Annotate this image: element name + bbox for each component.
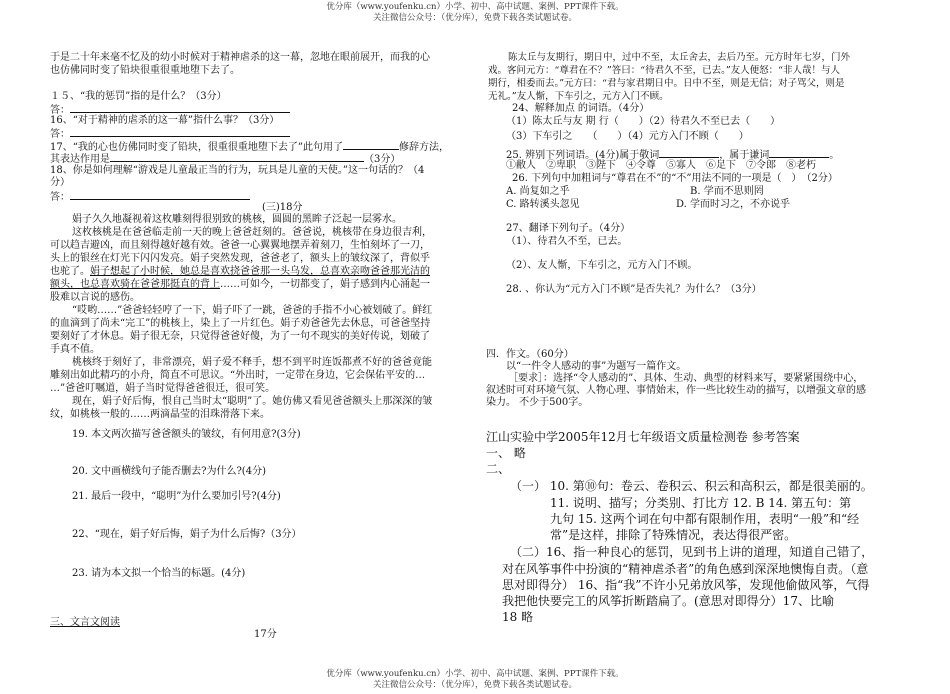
intro-line-2: 也仿佛同时变了铅块很重很重地堕下去了。 (50, 65, 240, 76)
answer-label: 答： (50, 129, 70, 140)
header-line-2: 关注微信公众号：（优分库），免费下载各类试题试卷。 (372, 13, 577, 23)
passage-text: 也驼了。 (50, 266, 90, 277)
question-23: 23. 请为本文拟一个恰当的标题。(4分) (72, 568, 246, 579)
answer-line (70, 102, 290, 113)
blank-line (769, 147, 829, 158)
answer-line (70, 189, 250, 200)
section-3-title: (三)18分 (262, 202, 303, 213)
answer-label: 答： (50, 192, 70, 203)
passage-line: …”爸爸叮嘱道，娟子当时觉得爸爸很迁，很可笑。 (50, 383, 276, 394)
question-24-items-1: （1）陈太丘与友 期 行（ ）（2）待君久不至已去（ ） (506, 116, 781, 127)
answer-key-line: 思对即得分） 16、指“我”不许小兄弟放风筝，发现他偷做风筝，气得 (502, 578, 870, 592)
question-21: 21. 最后一段中，“聪明”为什么要加引号?(4分) (72, 491, 281, 502)
classical-text-line: 陈太丘与友期行，期日中，过中不至，太丘舍去，去后乃至。元方时年七岁，门外 (508, 52, 851, 63)
option-c: C. 路转溪头忽见 (506, 199, 580, 210)
intro-line-1: 于是二十年来毫不忆及的幼小时候对于精神虐杀的这一幕，忽地在眼前展开，而我的心 (50, 52, 430, 63)
composition-title: 四．作文。（60分） (486, 349, 574, 360)
answer-key-part-1: 一、 略 (486, 446, 526, 460)
passage-line: 纹，如桃核一般的……两滴晶莹的泪珠滑落下来。 (50, 409, 270, 420)
underlined-sentence: 额头，也总喜欢骑在爸爸那挺直的背上 (50, 279, 220, 290)
blank-line (659, 147, 719, 158)
page-header (0, 2, 950, 24)
passage-text: ……可如今，一切都变了，娟子感到内心涌起一 (220, 279, 430, 290)
passage-line: “哎哟……”爸爸轻轻哼了一下，娟子吓了一跳，爸爸的手指不小心被划破了。鲜红 (72, 305, 433, 316)
passage-line: 娟子久久地凝视着这枚雕刻得很别致的桃核，圆圆的黑眸子泛起一层雾水。 (72, 214, 402, 225)
passage-line: 可以趋吉避凶，而且刻得越好越有效。爸爸一心翼翼地摆弄着刻刀，生怕刻坏了一刀， (50, 240, 430, 251)
answer-key-line: 九句 15. 这两个词在句中都有限制作用，表明“一般”和“经 (550, 512, 860, 526)
answer-key-part-2: 二、 (486, 462, 511, 476)
question-28: 28. 、你认为“元方入门不顾”是否失礼？为什么？（3分） (506, 284, 762, 295)
header-line-1: 优分库（www.youfenku.cn）小学、初中、高中试题、案例、PPT课件下载。 (326, 2, 624, 12)
answer-label: 答： (50, 105, 70, 116)
question-24: 24、解释加点 的词语。（4分） (512, 103, 650, 114)
passage-line: 的血滴到了尚未“完工”的桃核上，染上了一片红色。娟子劝爸爸先去休息，可爸爸坚持 (50, 318, 431, 329)
question-17-text-b: 修辞方法， (398, 142, 449, 153)
question-20: 20. 文中画横线句子能否删去?为什么?(4分) (72, 466, 266, 477)
footer-line-1: 优分库（www.youfenku.cn）小学、初中、高中试题、案例、PPT课件下载。 (326, 669, 624, 679)
composition-prompt: 以“一件令人感动的事”为题写一篇作文。 (506, 361, 687, 372)
question-15: １５、“我的惩罚”指的是什么？（3分） (50, 91, 227, 102)
answer-key-title: 江山实验中学2005年12月七年级语文质量检测卷 参考答案 (486, 430, 800, 444)
question-25-text-b: ，属于谦词 (719, 150, 770, 161)
question-27-item-2: （2）、友人惭，下车引之，元方入门不顾。 (506, 260, 698, 271)
passage-line: 要刻好了才休息。娟子很无奈，只觉得爸爸好傻，为了一句不现实的美好传说，划破了 (50, 331, 430, 342)
question-22: 22、“现在，娟子好后悔，娟子为什么后悔?（3分） (72, 529, 302, 540)
question-25-options: ①敝人 ②卑职 ③陛下 ④令尊 ⑤寡人 ⑥足下 ⑦令郎 ⑧老朽 (506, 160, 816, 171)
blank-line (343, 139, 399, 150)
question-19: 19. 本文两次描写爸爸额头的皱纹，有何用意?(3分) (72, 429, 301, 440)
answer-key-line: 对在风筝事件中扮演的“精神虐杀者”的角色感到深深地懊悔自责。（意 (502, 562, 869, 576)
question-25-text: 25. 辨别下列词语。(4分)属于敬词 (506, 150, 660, 161)
classical-text-line: 无礼。”友人惭，下车引之，元方入门不顾。 (488, 91, 669, 102)
answer-18 (50, 189, 250, 204)
passage-line: 现在，娟子好后悔，恨自己当时太“聪明”了。她仿佛又看见爸爸额头上那深深的皱 (72, 396, 433, 407)
question-17-text-c: 其表达作用是 (50, 154, 110, 165)
passage-line: 这枚核桃是在爸爸临走前一天的晚上爸爸赶刻的。爸爸说，桃核带在身边很吉利， (72, 227, 432, 238)
section-classical-points: 17分 (254, 629, 277, 640)
classical-text-line: 期行，相委而去。”元方曰：“君与家君期日中。日中不至，则是无信；对子骂父，则是 (488, 78, 845, 89)
composition-req-line: 叙述时可对环境气氛、人物心理、事情始末，作一些比较生动的描写，以增强文章的感 (486, 385, 866, 396)
footer-line-2: 关注微信公众号：（优分库），免费下载各类试题试卷。 (372, 680, 577, 690)
answer-key-line: 常”是这样，排除了特殊情况，表达得很严密。 (550, 528, 797, 542)
question-17-text: 17、“我的心也仿佛同时变了铅块，很重很重地堕下去了”此句用了 (50, 142, 343, 153)
question-18-b: 分） (50, 177, 70, 188)
passage-line (50, 278, 430, 291)
option-a: A. 尚复如之乎 (506, 186, 570, 197)
answer-line (70, 126, 290, 137)
question-27: 27、翻译下列句子。（4分） (506, 223, 631, 234)
passage-line: 雕刻出如此精巧的小舟，简直不可思议。“外出时，一定带在身边，它会保佑平安的… (50, 370, 426, 381)
passage-line: 头上的银丝在灯光下闪闪发亮。娟子突然发现，爸爸老了，额头上的皱纹深了，背似乎 (50, 253, 430, 264)
question-17-points: （3分） (364, 154, 401, 165)
page-footer (0, 669, 950, 691)
answer-key-line: 11. 说明、描写；分类别、打比方 12. B 14. 第五句：第 (550, 496, 852, 510)
composition-req-line: ［要求］：选择“令人感动的”、具体、生动、典型的材料来写，要紧紧围绕中心， (508, 373, 864, 384)
passage-line: 股难以言说的感伤。 (50, 292, 140, 303)
blank-line (110, 151, 364, 162)
answer-key-line: 18 略 (502, 610, 534, 624)
passage-line: 桃核终于刻好了，非常漂亮，娟子爱不释手，想不到平时连饭都煮不好的爸爸竟能 (72, 357, 432, 368)
question-18-a: 18、你是如何理解“游戏是儿童最正当的行为，玩具是儿童的天使。”这一句话的？（4 (50, 165, 425, 176)
option-b: B. 学而不思则罔 (690, 186, 764, 197)
section-classical-title: 三、文言文阅读 (50, 617, 120, 628)
passage-line (50, 265, 430, 278)
question-26: 26. 下列句中加粗词与“尊君在不”的“不”用法不同的一项是（ ） （2分） (512, 173, 838, 184)
option-d: D. 学而时习之，不亦说乎 (676, 199, 791, 210)
answer-key-line: 我把他快要完工的风筝折断踏扁了。(意思对即得分）17、比喻 (502, 594, 834, 608)
question-25-end: 。 (829, 150, 840, 161)
underlined-sentence: 娟子想起了小时候，她总是喜欢挠爸爸那一头乌发，总喜欢亲吻爸爸那光洁的 (90, 266, 430, 277)
question-27-item-1: （1）、待君久不至，已去。 (506, 236, 628, 247)
composition-req-line: 染力。 不少于500字。 (486, 397, 589, 408)
question-16: 16、“对于精神的虐杀的这一幕”指什么事？（3分） (50, 115, 280, 126)
passage-line: 手真不值。 (50, 344, 100, 355)
answer-key-line: （二）16、指一种良心的惩罚，见到书上讲的道理，知道自己错了， (510, 545, 874, 559)
answer-key-line: （一） 10. 第⑩句：卷云、卷积云、积云和高积云，都是很美丽的。 (510, 479, 873, 493)
classical-text-line: 戏。客问元方：“尊君在不？”答曰：“待君久不至，已去。”友人便怒：“非人哉！与人 (488, 65, 841, 76)
question-24-items-2: （3）下车引之 （ ）（4）元方入门不顾（ ） (506, 131, 749, 142)
